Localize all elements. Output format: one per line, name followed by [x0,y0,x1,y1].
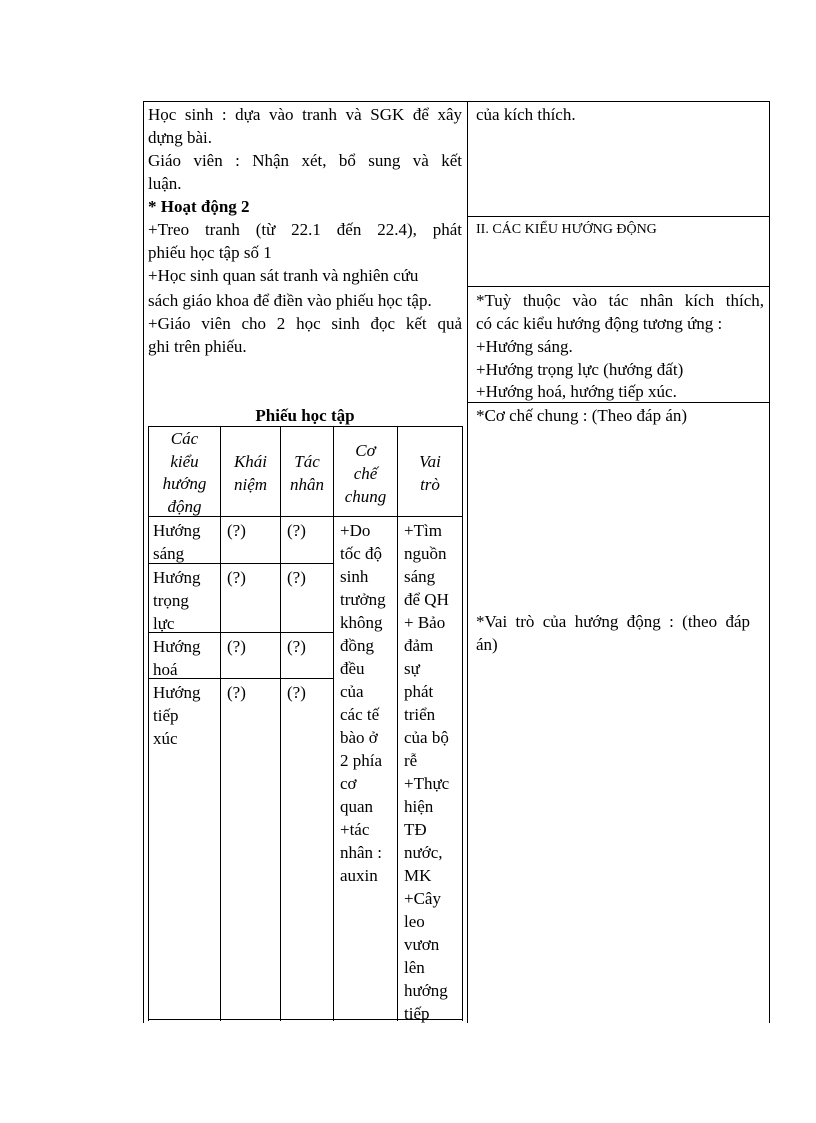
right-cell-3-l2: có các kiểu hướng động tương ứng : [476,314,723,333]
ws-row-2-type-l3: lực [153,614,175,633]
ws-row-3-type-l1: Hướng [153,637,201,656]
ws-row-1-type-l1: Hướng [153,521,201,540]
ws-mech-l5: không [340,613,383,632]
ws-role-l12: +Thực [404,774,450,793]
left-line-4: luận. [148,174,182,193]
ws-mech-l16: auxin [340,866,378,885]
ws-role-l18: leo [404,912,425,931]
ws-header-type-l2: kiểu [170,451,199,471]
ws-header-type-l1: Các [170,429,199,448]
ws-mechanism-cell [340,519,386,887]
table-right-border [769,101,770,1023]
ws-header-mechanism-l2: chế [353,464,378,483]
left-line-11: ghi trên phiếu. [148,337,247,356]
ws-row-1-concept: (?) [227,521,246,540]
ws-row-4-type [153,681,200,750]
ws-row-1-type-l2: sáng [153,544,185,563]
ws-role-l22: tiếp [404,1004,430,1023]
left-line-1: Học sinh : dựa vào tranh và SGK để xây [148,105,462,124]
ws-mech-l13: quan [340,797,374,816]
ws-row-4-type-l1: Hướng [153,683,201,702]
ws-row-4-type-l2: tiếp [153,706,179,725]
ws-mech-l9: các tế [340,705,380,724]
ws-row-3-type [153,635,200,681]
table-top-border [143,101,770,102]
ws-role-l1: +Tìm [404,521,442,540]
right-row-divider-1 [467,216,770,217]
ws-role-l5: + Bảo [404,613,446,632]
ws-row-3-concept: (?) [227,637,246,656]
table-middle-border [467,101,468,1023]
ws-header-role [398,450,462,496]
ws-header-agent-l1: Tác [294,452,320,471]
ws-role-l8: phát [404,682,434,701]
table-left-border [143,101,144,1023]
ws-mech-l3: sinh [340,567,369,586]
left-line-10: +Giáo viên cho 2 học sinh đọc kết quả [148,314,462,333]
ws-row-2-type-l2: trọng [153,591,189,610]
right-cell-3-l4: +Hướng trọng lực (hướng đất) [476,360,684,379]
right-row-divider-2 [467,286,770,287]
ws-header-concept-l2: niệm [233,475,268,494]
left-line-7: phiếu học tập số 1 [148,243,272,262]
ws-role-l19: vươn [404,935,440,954]
ws-role-l4: để QH [404,590,449,609]
ws-header-role-l1: Vai [419,452,441,471]
ws-header-type-l3: hướng [162,474,207,493]
ws-mech-l2: tốc độ [340,544,383,563]
worksheet-title: Phiếu học tập [255,406,355,425]
activity-heading: * Hoạt động 2 [148,197,250,216]
ws-header-concept-l1: Khái [233,452,268,471]
right-cell-3-l1: *Tuỳ thuộc vào tác nhân kích thích, [476,291,764,310]
left-line-6: +Treo tranh (từ 22.1 đến 22.4), phát [148,220,462,239]
ws-role-l10: của bộ [404,728,449,747]
right-cell-3-l5: +Hướng hoá, hướng tiếp xúc. [476,382,677,401]
ws-role-l3: sáng [404,567,436,586]
ws-mech-l7: đều [340,659,365,678]
section-heading: II. CÁC KIỂU HƯỚNG ĐỘNG [476,222,657,237]
right-cell-3-l3: +Hướng sáng. [476,337,573,356]
role-note-l2: án) [476,635,498,654]
right-cell-1: của kích thích. [476,105,576,124]
ws-row-2-type-l1: Hướng [153,568,201,587]
ws-row-2-agent: (?) [287,568,306,587]
ws-role-cell [404,519,449,1025]
ws-row-1-agent: (?) [287,521,306,540]
ws-row-4-concept: (?) [227,683,246,702]
ws-role-l14: TĐ [404,820,427,839]
left-line-9: sách giáo khoa để điền vào phiếu học tập. [148,291,432,310]
ws-role-l15: nước, [404,843,443,862]
ws-row-2-type [153,566,200,635]
ws-mech-l12: cơ [340,774,357,793]
ws-header-type [149,428,220,518]
mechanism-note: *Cơ chế chung : (Theo đáp án) [476,406,688,425]
ws-mech-l1: +Do [340,521,371,540]
ws-mech-l11: 2 phía [340,751,383,770]
ws-role-l2: nguồn [404,544,447,563]
ws-row-4-type-l3: xúc [153,729,178,748]
ws-header-concept [221,450,280,496]
ws-role-l13: hiện [404,797,434,816]
ws-row-3-type-l2: hoá [153,660,178,679]
ws-row-1-type [153,519,200,565]
left-line-3: Giáo viên : Nhận xét, bổ sung và kết [148,151,462,170]
left-line-8: +Học sinh quan sát tranh và nghiên cứu [148,266,419,285]
ws-role-l17: +Cây [404,889,441,908]
ws-mech-l14: +tác [340,820,370,839]
ws-mech-l8: của [340,682,364,701]
ws-row-3-agent: (?) [287,637,306,656]
ws-header-mechanism-l3: chung [344,487,387,506]
left-line-2: dựng bài. [148,128,212,147]
ws-header-type-l4: động [167,496,202,516]
ws-mech-l10: bào ở [340,728,378,747]
ws-role-l7: sự [404,659,420,678]
ws-role-l20: lên [404,958,425,977]
ws-header-mechanism [334,439,397,508]
ws-top-border [148,426,463,427]
ws-role-l21: hướng [404,981,448,1000]
ws-mech-l4: trưởng [340,590,386,609]
role-note-l1: *Vai trò của hướng động : (theo đáp [476,612,750,631]
ws-mech-l6: đồng [340,636,374,655]
ws-header-agent [281,450,333,496]
ws-header-role-l2: trò [420,475,440,494]
ws-role-l6: đảm [404,636,434,655]
ws-row-2-concept: (?) [227,568,246,587]
ws-header-mechanism-l1: Cơ [355,441,376,460]
ws-role-l11: rễ [404,751,418,770]
ws-header-agent-l2: nhân [290,475,324,494]
ws-role-l16: MK [404,866,432,885]
ws-mech-l15: nhân : [340,843,383,862]
ws-row-4-agent: (?) [287,683,306,702]
ws-role-l9: triển [404,705,436,724]
